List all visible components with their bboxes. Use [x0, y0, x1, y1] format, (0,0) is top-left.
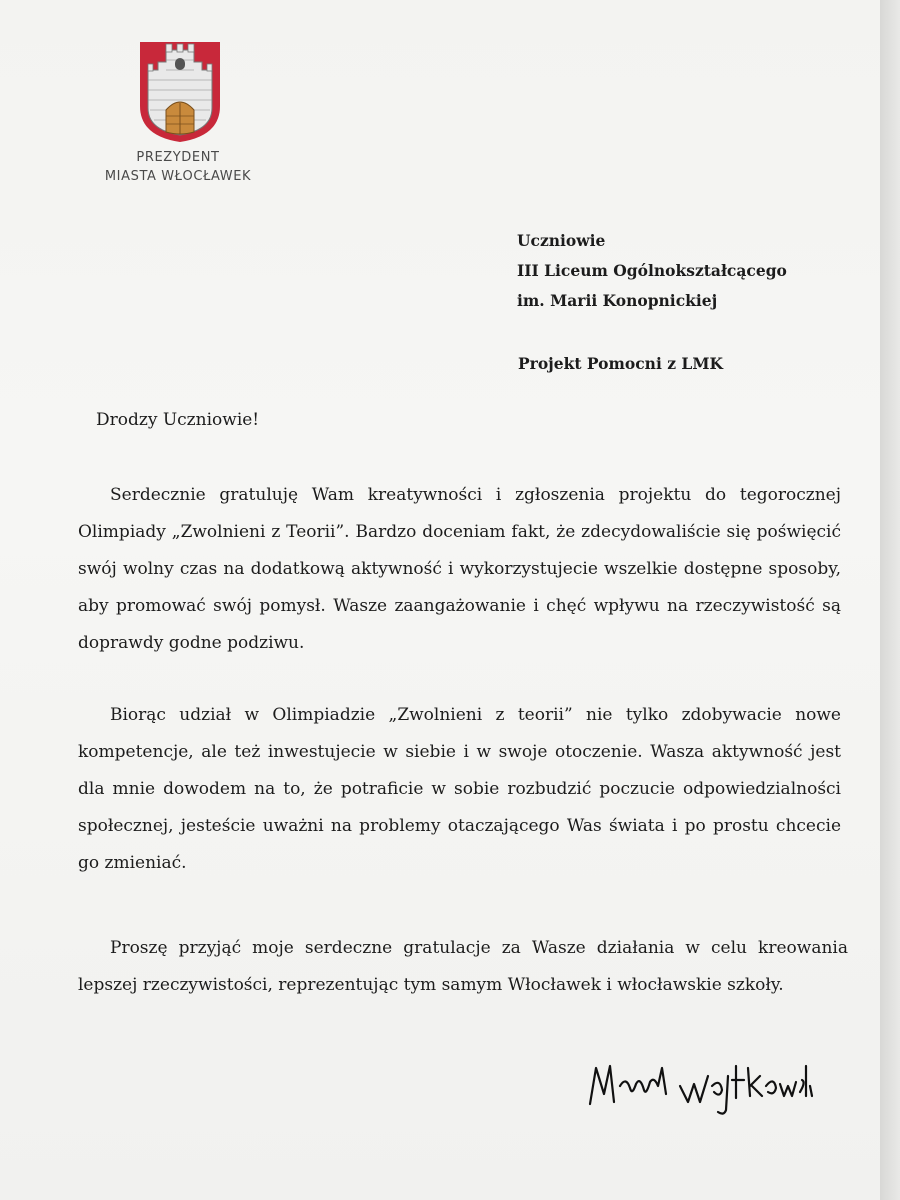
letter-paragraph: [78, 477, 841, 662]
project-name: Projekt Pomocni z LMK: [518, 354, 723, 373]
letter-paragraph: [78, 697, 841, 882]
handwritten-signature: [580, 1046, 820, 1116]
recipient-line: III Liceum Ogólnokształcącego: [517, 261, 787, 280]
recipient-block: [517, 226, 787, 316]
letter-paragraph: [78, 930, 848, 1004]
wloclawek-coat-of-arms-icon: [138, 40, 222, 144]
office-title: [78, 148, 278, 186]
office-title-line1: PREZYDENT: [136, 150, 220, 165]
paragraph-text: Serdecznie gratuluję Wam kreatywności i zgłoszenia projektu do tegorocznej Olimpiady „Zwolnieni z Teorii”. Bardzo doceniam fakt, że zdecydowaliście się poświęcić swój wolny czas na dodatkową aktywność i wykorzystujecie wszelkie dostępne sposoby, aby promować swój pomysł. Wasze zaangażowanie i chęć wpływu na rzeczywistość są doprawdy godne podziwu.: [78, 485, 841, 653]
paper-edge: [880, 0, 900, 1200]
paragraph-text: Proszę przyjąć moje serdeczne gratulacje za Wasze działania w celu kreowania lepszej rzeczywistości, reprezentując tym samym Włocławek i włocławskie szkoły.: [78, 938, 848, 995]
office-title-line2: MIASTA WŁOCŁAWEK: [104, 169, 252, 184]
recipient-line: im. Marii Konopnickiej: [517, 291, 718, 310]
paragraph-text: Biorąc udział w Olimpiadzie „Zwolnieni z teorii” nie tylko zdobywacie nowe kompetencje, ale też inwestujecie w siebie i w swoje otoczenie. Wasza aktywność jest dla mnie dowodem na to, że potraficie w sobie rozbudzić poczucie odpowiedzialności społecznej, jesteście uważni na problemy otaczającego Was świata i po prostu chcecie go zmieniać.: [78, 705, 841, 873]
greeting: Drodzy Uczniowie!: [96, 410, 260, 430]
recipient-line: Uczniowie: [517, 231, 606, 250]
